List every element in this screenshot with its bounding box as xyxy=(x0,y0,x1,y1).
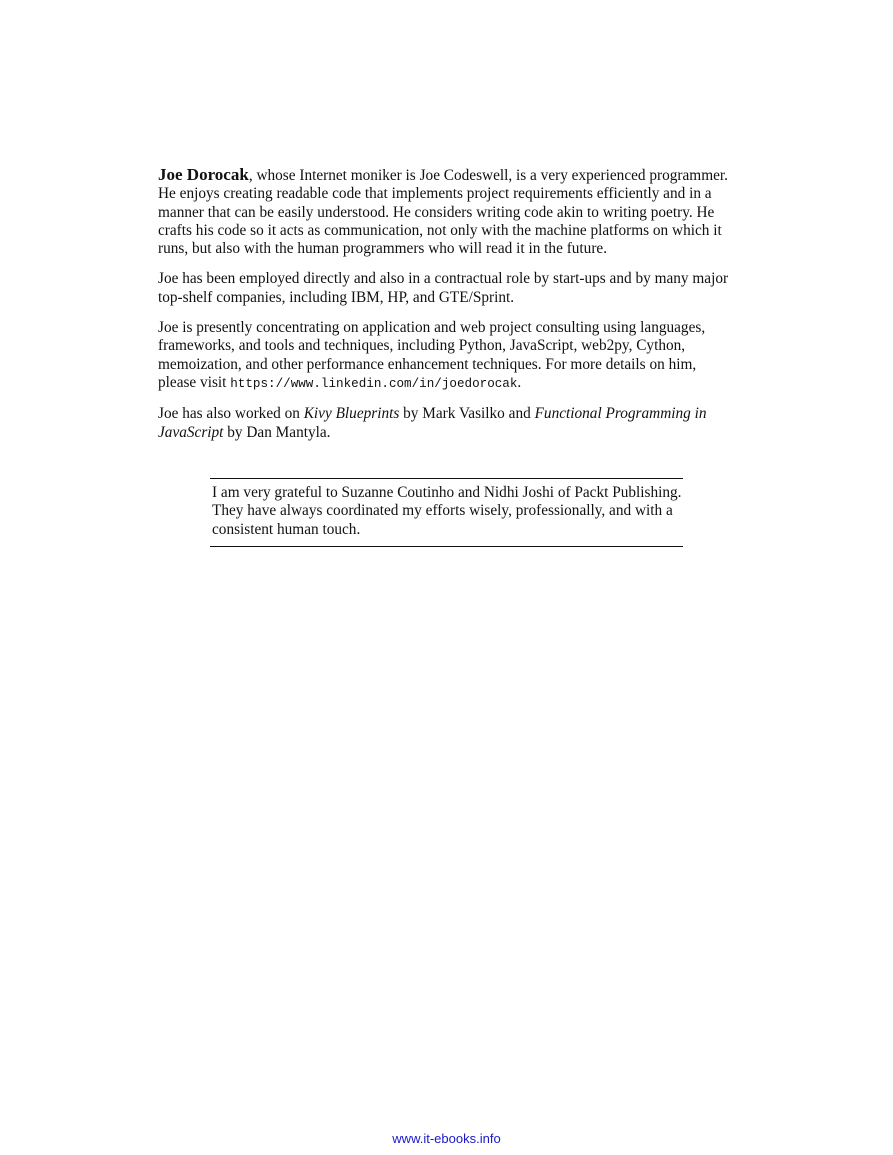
bio-paragraph-3-text: Joe is presently concentrating on application and web project consulting using languages, frameworks, and tools and techniques, including Python, JavaScript, web2py, Cython, memoization, and other performance enhancement techniques. For more details on him, please visit xyxy=(158,319,706,391)
bio-paragraph-3 xyxy=(158,319,738,393)
bio-paragraph-4-lead: Joe has also worked on xyxy=(158,405,304,423)
book-title-functional: Functional Programming in JavaScript xyxy=(158,405,707,441)
bio-paragraph-1-text: , whose Internet moniker is Joe Codeswell, is a very experienced programmer. He enjoys creating readable code that implements project requirements efficiently and in a manner that can be easily understood. He considers writing code akin to writing poetry. He crafts his code so it acts as communication, not only with the machine platforms on which it runs, but also with the human programmers who will read it in the future. xyxy=(158,167,728,258)
linkedin-url[interactable]: https://www.linkedin.com/in/joedorocak xyxy=(230,376,518,391)
bio-paragraph-4-mid: by Mark Vasilko and xyxy=(399,405,535,423)
reviewer-bio xyxy=(158,166,738,454)
author-name: Joe Dorocak xyxy=(158,165,249,184)
acknowledgement-box xyxy=(210,478,683,547)
bio-paragraph-3-end: . xyxy=(517,373,522,391)
book-title-kivy: Kivy Blueprints xyxy=(303,405,400,423)
acknowledgement-text: I am very grateful to Suzanne Coutinho and Nidhi Joshi of Packt Publishing. They have always coordinated my efforts wisely, professionally, and with a consistent human touch. xyxy=(212,484,682,538)
bio-paragraph-1 xyxy=(158,166,738,258)
bio-paragraph-2: Joe has been employed directly and also in a contractual role by start-ups and by many major top-shelf companies, including IBM, HP, and GTE/Sprint. xyxy=(158,270,729,306)
bio-paragraph-4-end: by Dan Mantyla. xyxy=(223,423,331,441)
bio-paragraph-4 xyxy=(158,405,738,442)
footer-link[interactable]: www.it-ebooks.info xyxy=(392,1131,501,1146)
